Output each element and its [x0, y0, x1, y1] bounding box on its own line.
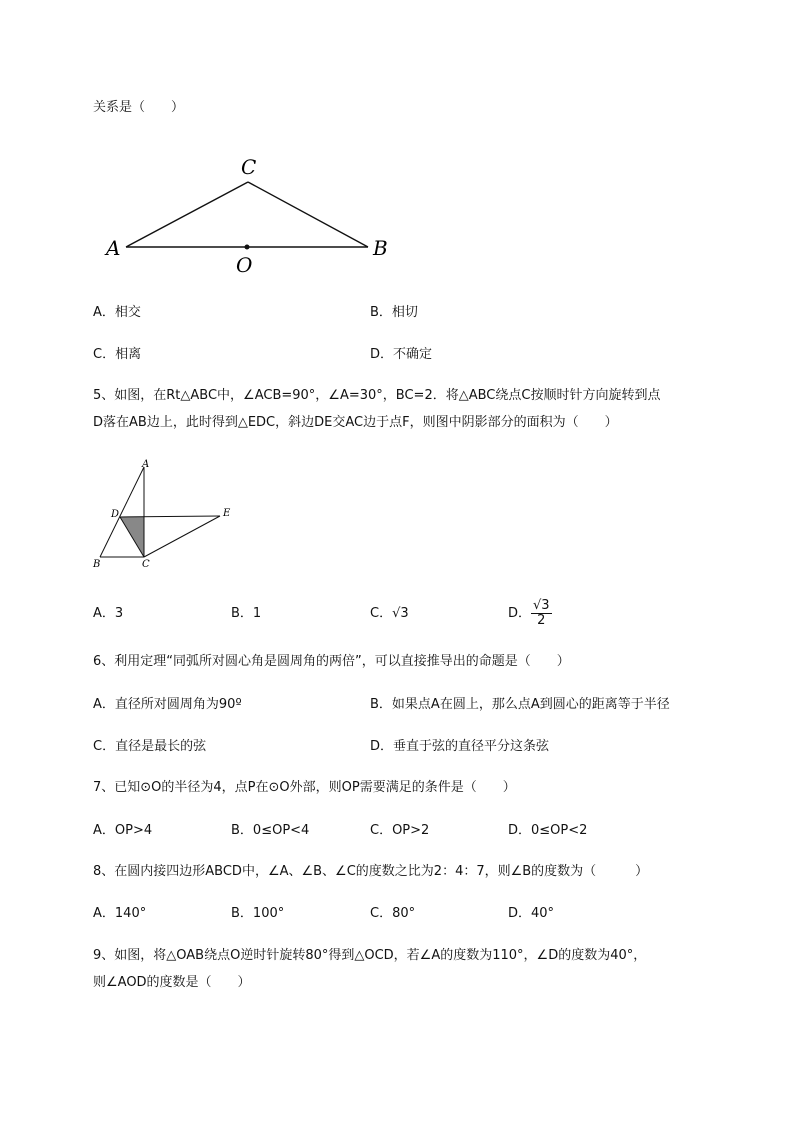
q4-label-o: O: [236, 253, 253, 277]
q4-side-ac: [126, 182, 248, 247]
q6-option-b[interactable]: B．如果点A在圆上，那么点A到圆心的距离等于半径: [370, 697, 670, 712]
q5-option-d-fraction: $\frac{√3}{2}$: [533, 598, 550, 628]
q5-stem-line2: D落在AB边上，此时得到△EDC，斜边DE交AC边于点F，则图中阴影部分的面积为（ ）: [93, 415, 618, 430]
q7-option-b[interactable]: B．0≤OP<4: [231, 823, 310, 838]
q6-stem: 6、利用定理“同弧所对圆心角是圆周角的两倍”，可以直接推导出的命题是（ ）: [93, 654, 570, 669]
q7-option-c[interactable]: C．OP>2: [370, 823, 430, 838]
q6-option-c[interactable]: C．直径是最长的弦: [93, 739, 207, 754]
q5-option-a[interactable]: A．3: [93, 606, 124, 621]
q8-option-d[interactable]: D．40°: [508, 906, 555, 921]
q8-stem: 8、在圆内接四边形ABCD中，∠A、∠B、∠C的度数之比为2：4：7，则∠B的度数为（ ）: [93, 864, 649, 879]
q8-option-c[interactable]: C．80°: [370, 906, 416, 921]
q4-option-a[interactable]: A．相交: [93, 305, 141, 320]
q6-option-d[interactable]: D．垂直于弦的直径平分这条弦: [370, 739, 550, 754]
q5-label-e: E: [223, 508, 231, 519]
q7-stem: 7、已知⊙O的半径为4，点P在⊙O外部，则OP需要满足的条件是（ ）: [93, 780, 516, 795]
q7-option-a[interactable]: A．OP>4: [93, 823, 153, 838]
q5-label-b: B: [93, 559, 101, 570]
q4-option-d[interactable]: D．不确定: [370, 347, 433, 362]
q5-label-a: A: [142, 459, 150, 470]
q4-option-b[interactable]: B．相切: [370, 305, 418, 320]
q5-stem-line1: 5、如图，在Rt△ABC中，∠ACB=90°，∠A=30°，BC=2．将△ABC绕点C按顺时针方向旋转到点: [93, 388, 661, 403]
q5-label-c: C: [142, 559, 150, 570]
q6-option-a[interactable]: A．直径所对圆周角为90º: [93, 697, 242, 712]
q9-stem-line2: 则∠AOD的度数是（ ）: [93, 975, 251, 990]
q5-option-b[interactable]: B．1: [231, 606, 262, 621]
q5-option-d[interactable]: D． $\frac{√3}{2}$: [508, 598, 550, 628]
q4-label-a: A: [106, 236, 121, 260]
q8-option-a[interactable]: A．140°: [93, 906, 147, 921]
q5-label-d: D: [111, 509, 120, 520]
q4-triangle-figure: [100, 150, 400, 280]
q4-label-c: C: [241, 155, 257, 179]
q4-stem-tail: 关系是（ ）: [93, 100, 185, 115]
q4-label-b: B: [373, 236, 388, 260]
q5-side-de: [120, 516, 220, 517]
q4-point-o: [245, 245, 250, 250]
q5-rotation-figure: [88, 455, 243, 575]
q5-side-ce: [144, 516, 220, 557]
q9-stem-line1: 9、如图，将△OAB绕点O逆时针旋转80°得到△OCD，若∠A的度数为110°，∠D的度数为40°，: [93, 948, 647, 963]
q7-option-d[interactable]: D．0≤OP<2: [508, 823, 588, 838]
q8-option-b[interactable]: B．100°: [231, 906, 285, 921]
q4-side-bc: [248, 182, 368, 247]
q4-option-c[interactable]: C．相离: [93, 347, 142, 362]
q5-option-c[interactable]: C．√3: [370, 606, 409, 621]
